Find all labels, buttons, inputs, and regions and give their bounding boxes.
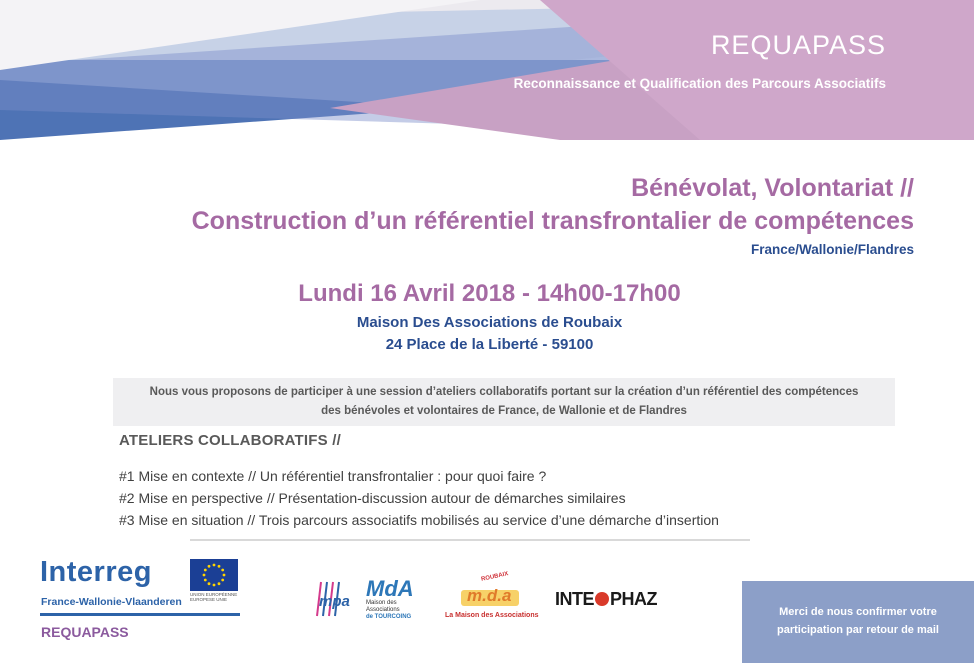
event-title-line2: Construction d’un référentiel transfrontalier de compétences (191, 207, 914, 235)
workshop-item-1: #1 Mise en contexte // Un référentiel transfrontalier : pour quoi faire ? (119, 468, 547, 484)
integphaz-left: INTE (555, 589, 595, 609)
mpa-mark-icon (315, 580, 355, 618)
mda-roubaix-letters: m.d.a (467, 586, 512, 605)
integphaz-logo (555, 589, 657, 610)
intro-line1: Nous vous proposons de participer à une session d’ateliers collaboratifs portant sur la création d’un référentiel des compétences (149, 386, 859, 398)
mda-roubaix-top: ROUBAIX (480, 571, 509, 583)
venue (0, 312, 974, 356)
banner-subtitle: Reconnaissance et Qualification des Parcours Associatifs (513, 76, 886, 91)
venue-name: Maison Des Associations de Roubaix (356, 314, 623, 331)
mpa-text: mpa (319, 593, 350, 610)
program-name: REQUAPASS (41, 624, 129, 640)
mda-tourcoing-city: de TOURCOING (366, 614, 412, 620)
mpa-logo (315, 580, 355, 623)
rsvp-line1: Merci de nous confirmer votre (779, 606, 937, 618)
divider (190, 539, 750, 541)
workshops-list (119, 465, 719, 531)
intro-line2: des bénévoles et volontaires de France, de Wallonie et de Flandres (321, 405, 687, 417)
interreg-logo (40, 556, 250, 646)
intro-box (113, 378, 895, 426)
banner-title: REQUAPASS (710, 30, 886, 60)
rsvp-line2: participation par retour de mail (777, 624, 939, 636)
mda-roubaix-name: La Maison des Associations (445, 612, 539, 619)
eu-flag-icon (190, 559, 238, 591)
interreg-underline (40, 613, 240, 617)
event-date: Lundi 16 Avril 2018 - 14h00-17h00 (298, 280, 681, 307)
header-banner (0, 0, 974, 145)
mda-tourcoing-name: Maison des Associations (366, 600, 400, 613)
interreg-wordmark: Interreg (40, 556, 152, 588)
integphaz-mark-icon (595, 592, 609, 606)
eu-caption: UNION EUROPÉENNE EUROPESE UNIE (190, 592, 238, 602)
integphaz-right: PHAZ (610, 589, 658, 609)
mda-roubaix-logo (445, 571, 540, 624)
mda-tourcoing-letters: MdA (366, 576, 414, 601)
event-region: France/Wallonie/Flandres (750, 242, 914, 257)
venue-address: 24 Place de la Liberté - 59100 (385, 336, 594, 353)
mda-tourcoing-logo (366, 578, 430, 621)
workshop-item-2: #2 Mise en perspective // Présentation-discussion autour de démarches similaires (119, 490, 626, 506)
event-title-line1: Bénévolat, Volontariat // (631, 174, 914, 202)
workshops-heading: ATELIERS COLLABORATIFS // (119, 432, 341, 449)
rsvp-box (742, 581, 974, 663)
interreg-regions: France-Wallonie-Vlaanderen (41, 596, 182, 608)
workshop-item-3: #3 Mise en situation // Trois parcours associatifs mobilisés au service d’une démarche d’insertion (119, 512, 719, 528)
event-title (192, 172, 914, 238)
